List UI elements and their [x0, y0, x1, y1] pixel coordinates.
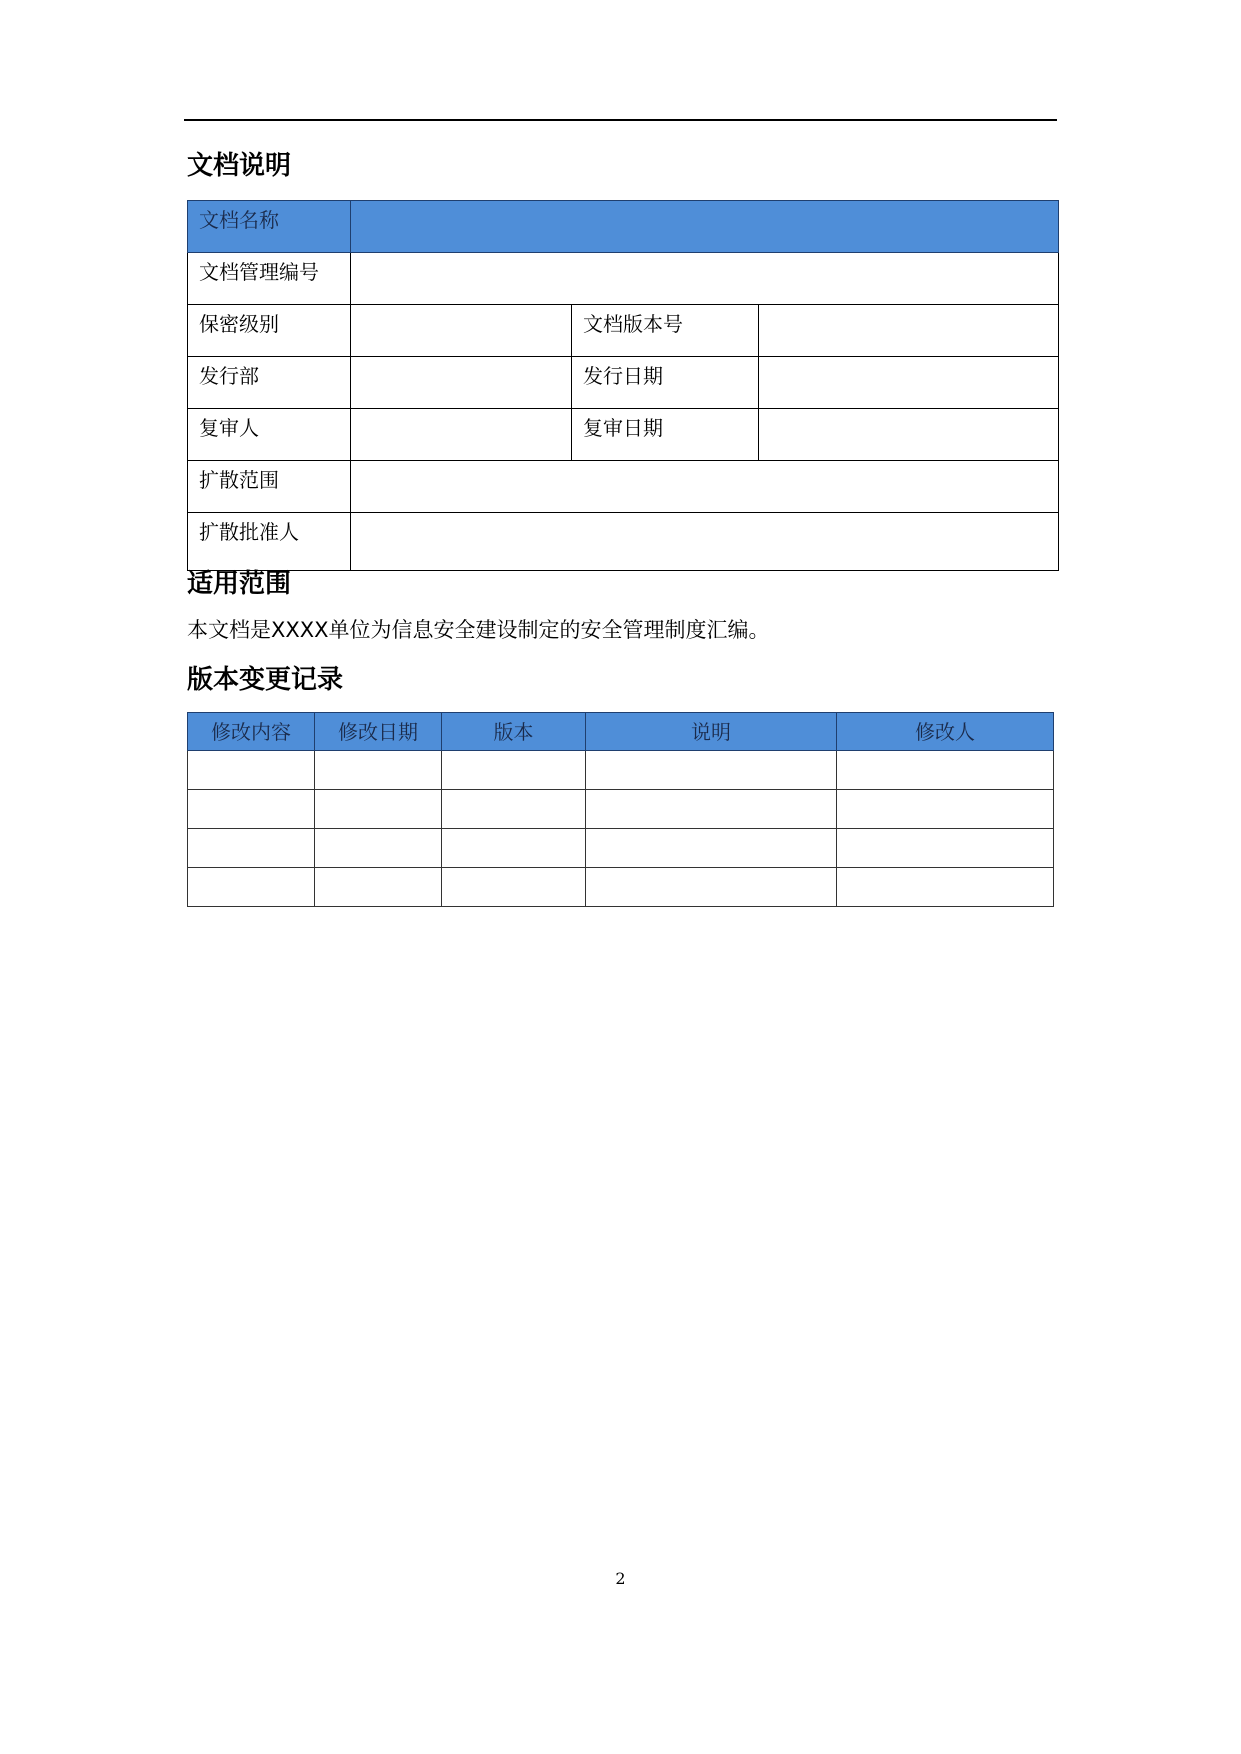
- table-cell[interactable]: [315, 868, 442, 907]
- value-issue-date[interactable]: [759, 357, 1059, 409]
- table-row: [188, 868, 1054, 907]
- table-cell[interactable]: [188, 829, 315, 868]
- info-row-doc-name: [188, 201, 1059, 253]
- label-reviewer: 复审人: [188, 409, 351, 461]
- table-row: [188, 790, 1054, 829]
- info-row-distribution-scope: [188, 461, 1059, 513]
- value-doc-id[interactable]: [351, 253, 1059, 305]
- info-row-doc-id: [188, 253, 1059, 305]
- col-header-description: 说明: [586, 713, 837, 751]
- doc-info-heading: 文档说明: [187, 151, 292, 181]
- value-doc-version[interactable]: [759, 305, 1059, 357]
- label-review-date: 复审日期: [572, 409, 759, 461]
- table-cell[interactable]: [188, 868, 315, 907]
- label-security-level: 保密级别: [188, 305, 351, 357]
- col-header-version: 版本: [442, 713, 586, 751]
- history-header-row: [188, 713, 1054, 751]
- page-number: 2: [615, 1569, 626, 1588]
- table-cell[interactable]: [188, 751, 315, 790]
- table-cell[interactable]: [586, 751, 837, 790]
- table-cell[interactable]: [837, 868, 1054, 907]
- table-cell[interactable]: [442, 790, 586, 829]
- table-cell[interactable]: [315, 751, 442, 790]
- history-heading: 版本变更记录: [187, 665, 344, 695]
- label-distribution-scope: 扩散范围: [188, 461, 351, 513]
- label-distribution-approver: 扩散批准人: [188, 513, 351, 571]
- label-issuing-dept: 发行部: [188, 357, 351, 409]
- col-header-modifier: 修改人: [837, 713, 1054, 751]
- version-history-table: [187, 712, 1054, 907]
- label-issue-date: 发行日期: [572, 357, 759, 409]
- value-review-date[interactable]: [759, 409, 1059, 461]
- table-cell[interactable]: [837, 751, 1054, 790]
- table-row: [188, 751, 1054, 790]
- value-issuing-dept[interactable]: [351, 357, 572, 409]
- info-row-distribution-approver: [188, 513, 1059, 571]
- header-rule: [184, 119, 1057, 121]
- label-doc-version: 文档版本号: [572, 305, 759, 357]
- table-row: [188, 829, 1054, 868]
- scope-text: 本文档是XXXX单位为信息安全建设制定的安全管理制度汇编。: [187, 618, 770, 642]
- table-cell[interactable]: [837, 790, 1054, 829]
- label-doc-name: 文档名称: [188, 201, 351, 253]
- label-doc-id: 文档管理编号: [188, 253, 351, 305]
- table-cell[interactable]: [442, 751, 586, 790]
- scope-heading: 适用范围: [187, 569, 292, 599]
- table-cell[interactable]: [586, 829, 837, 868]
- value-doc-name[interactable]: [351, 201, 1059, 253]
- value-distribution-scope[interactable]: [351, 461, 1059, 513]
- table-cell[interactable]: [442, 868, 586, 907]
- table-cell[interactable]: [315, 829, 442, 868]
- table-cell[interactable]: [586, 790, 837, 829]
- value-reviewer[interactable]: [351, 409, 572, 461]
- table-cell[interactable]: [188, 790, 315, 829]
- table-cell[interactable]: [586, 868, 837, 907]
- col-header-change-content: 修改内容: [188, 713, 315, 751]
- value-security-level[interactable]: [351, 305, 572, 357]
- table-cell[interactable]: [442, 829, 586, 868]
- table-cell[interactable]: [315, 790, 442, 829]
- info-row-issue: [188, 357, 1059, 409]
- value-distribution-approver[interactable]: [351, 513, 1059, 571]
- info-row-security: [188, 305, 1059, 357]
- col-header-change-date: 修改日期: [315, 713, 442, 751]
- info-row-review: [188, 409, 1059, 461]
- doc-info-table: [187, 200, 1059, 571]
- table-cell[interactable]: [837, 829, 1054, 868]
